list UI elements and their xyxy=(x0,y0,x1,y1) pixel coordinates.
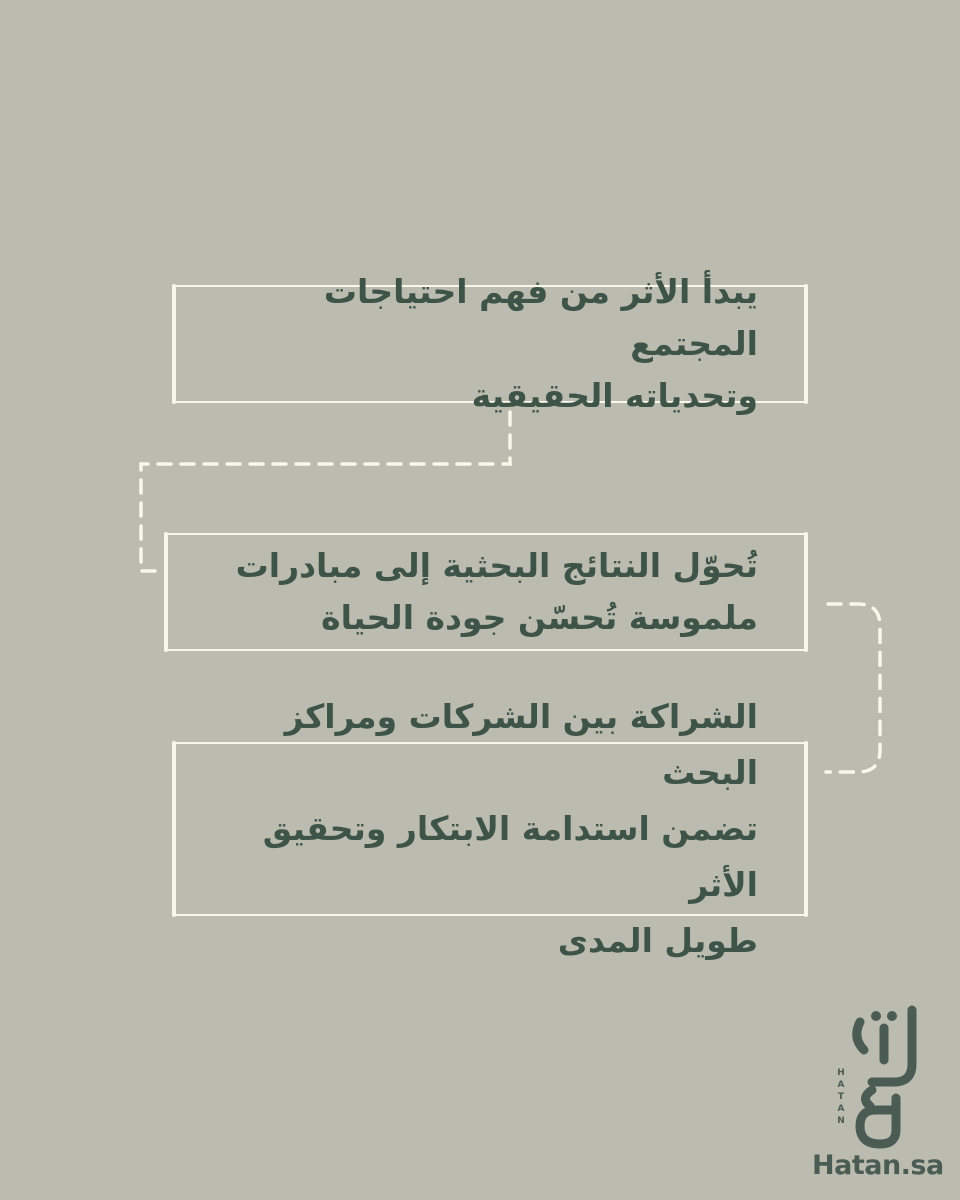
step-card-2-line-2: ملموسة تُحسّن جودة الحياة xyxy=(321,598,758,637)
connector-2-3 xyxy=(826,604,880,772)
step-card-2-text xyxy=(166,535,806,649)
step-card-1-text xyxy=(174,272,806,415)
step-card-3-line-1: الشراكة بين الشركات ومراكز البحث xyxy=(284,697,758,792)
step-card-2 xyxy=(166,533,806,651)
step-card-3-text xyxy=(174,697,806,960)
step-card-1-line-2: وتحدياته الحقيقية xyxy=(471,376,758,415)
step-card-3-line-2: تضمن استدامة الابتكار وتحقيق الأثر xyxy=(262,809,758,904)
step-card-1-line-1: يبدأ الأثر من فهم احتياجات المجتمع xyxy=(323,272,758,363)
hatan-logo xyxy=(812,1002,944,1182)
brand-site: Hatan.sa xyxy=(812,1150,944,1181)
step-card-1 xyxy=(174,272,806,415)
hatan-calligraphy-icon xyxy=(812,1002,934,1152)
step-card-2-line-1: تُحوّل النتائج البحثية إلى مبادرات xyxy=(235,546,758,585)
step-card-3 xyxy=(174,697,806,960)
step-card-3-line-3: طويل المدى xyxy=(557,921,758,960)
brand-vertical-text: HATAN xyxy=(836,1068,846,1128)
